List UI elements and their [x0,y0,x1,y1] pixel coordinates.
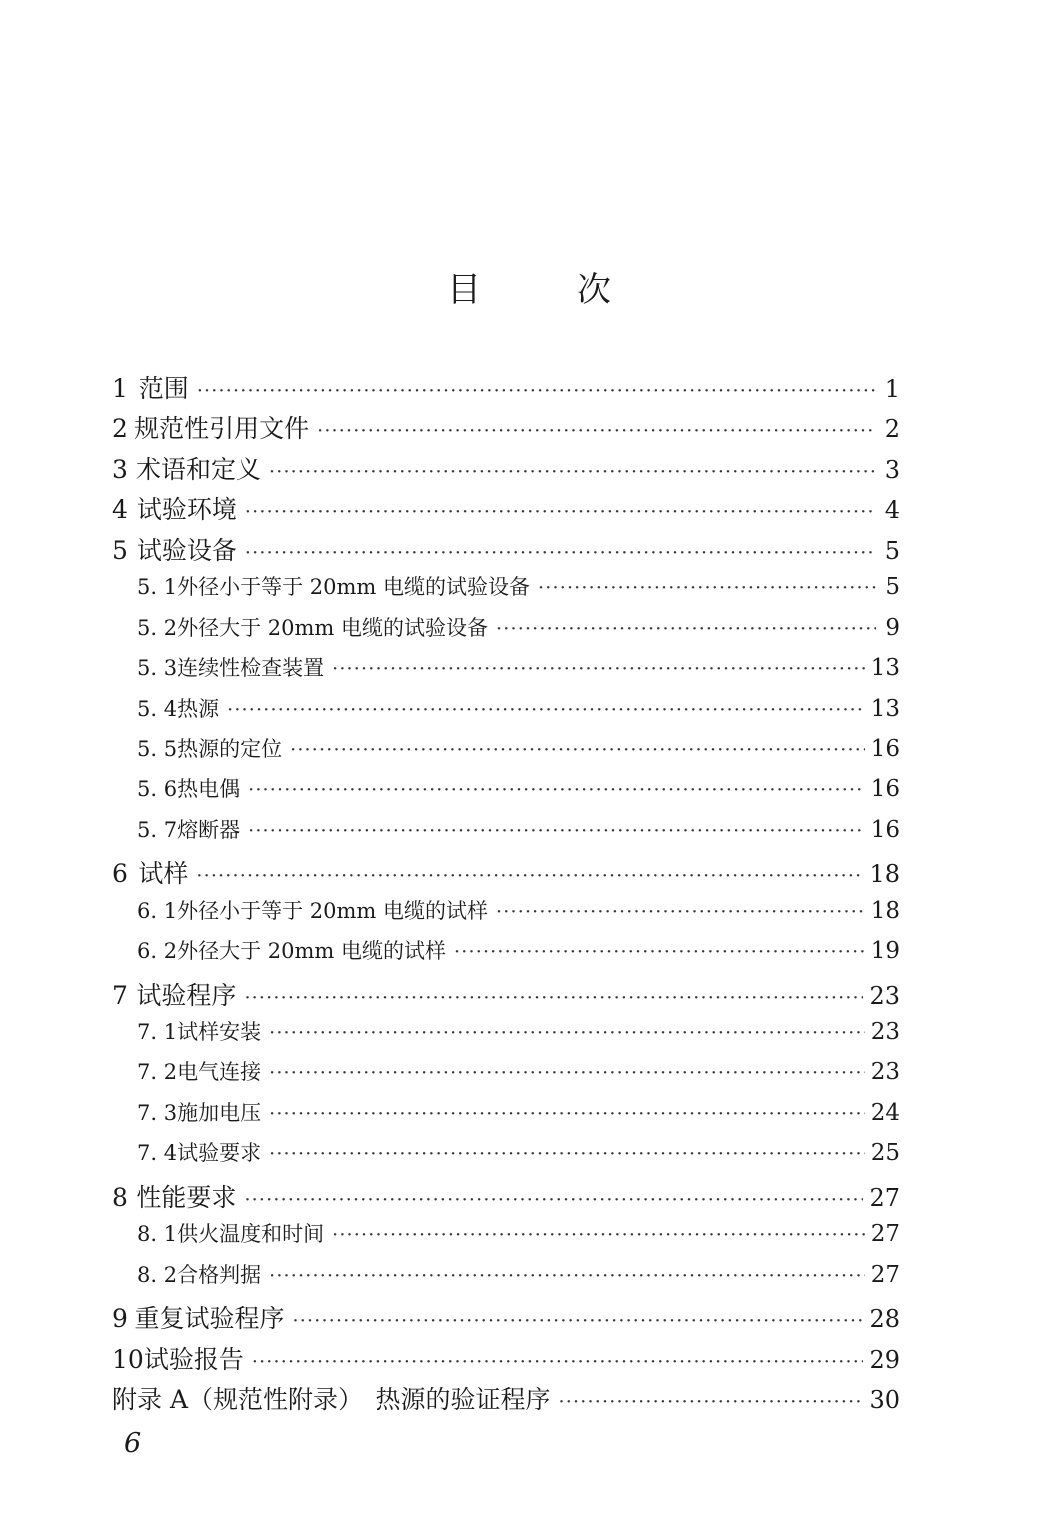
toc-entry[interactable] [112,733,900,773]
toc-entry-page: 5 [885,574,900,601]
toc-entry[interactable] [112,1259,900,1299]
toc-leader-dots [269,1022,865,1044]
toc-leader-dots [269,1062,865,1084]
toc-entry-number: 3 [112,454,128,484]
toc-entry[interactable] [112,369,900,409]
toc-entry[interactable] [112,693,900,733]
page-number: 6 [124,1428,142,1459]
toc-entry[interactable] [112,773,900,813]
toc-entry-number: 9 [112,1304,128,1334]
toc-entry-page: 30 [869,1385,900,1414]
toc-entry-number: 2 [112,414,128,444]
toc-entry-page: 13 [870,655,900,682]
toc-entry-page: 2 [884,415,900,444]
toc-entry-number: 7. 2 [137,1060,178,1085]
toc-entry-number: 1 [112,374,128,403]
toc-entry-page: 28 [869,1305,900,1334]
toc-entry-page: 23 [870,1059,900,1086]
toc-entry-label: 试验程序 [136,980,237,1010]
toc-entry-label: 电气连接 [177,1060,262,1085]
toc-leader-dots [245,542,876,564]
toc-entry-page: 24 [870,1099,900,1126]
toc-entry-number: 5. 3 [137,656,178,681]
toc-entry[interactable] [112,450,900,490]
toc-leader-dots [196,865,863,887]
toc-entry-page: 13 [870,695,900,722]
toc-leader-dots [454,941,865,963]
toc-leader-dots [496,901,865,923]
toc-entry-label: 试验环境 [136,495,237,525]
toc-entry-number: 7 [112,980,128,1010]
toc-entry-page: 18 [869,860,900,889]
toc-entry-number: 8 [112,1182,128,1212]
toc-entry-page: 29 [869,1345,900,1374]
toc-entry[interactable] [112,814,900,854]
toc-entry-label: 外径小于等于 20mm 电缆的试样 [177,898,488,923]
toc-entry[interactable] [112,531,900,571]
toc-leader-dots [317,420,876,442]
toc-leader-dots [244,987,863,1009]
toc-entry-label: 试验报告 [143,1344,244,1374]
toc-leader-dots [248,779,865,801]
toc-entry-number: 附录 A [112,1384,189,1414]
toc-entry[interactable] [112,895,900,935]
toc-entry[interactable] [112,1097,900,1137]
toc-entry-page: 16 [870,776,900,803]
toc-entry[interactable] [112,409,900,449]
toc-entry-label: 试样 [138,859,189,889]
toc-title-char-1: 目 [447,270,481,310]
toc-entry-number: 5. 6 [137,777,178,802]
toc-entry[interactable] [112,652,900,692]
toc-entry-label: 外径小于等于 20mm 电缆的试验设备 [177,575,530,600]
toc-entry-label: 外径大于 20mm 电缆的试样 [177,939,446,964]
toc-entry[interactable] [112,1178,900,1218]
toc-entry[interactable] [112,976,900,1016]
toc-entry-label: 施加电压 [177,1100,262,1125]
toc-entry-page: 27 [870,1261,900,1288]
toc-entry-number: 8. 2 [137,1262,178,1287]
toc-entry-label: 性能要求 [136,1182,237,1212]
toc-entry-page: 1 [884,375,900,403]
toc-entry-label: 合格判据 [177,1262,262,1287]
toc-leader-dots [496,618,876,640]
toc-title [0,262,1058,311]
toc-leader-dots [248,820,865,842]
toc-entry-page: 19 [870,938,900,965]
toc-entry-page: 18 [870,897,900,924]
toc-leader-dots [538,577,876,599]
toc-entry-number: 4 [112,495,128,525]
toc-leader-dots [269,1103,865,1125]
toc-entry-number: 10 [112,1344,144,1374]
toc-leader-dots [269,1143,865,1165]
table-of-contents [112,369,900,1420]
toc-leader-dots [197,380,876,402]
toc-entry[interactable] [112,490,900,530]
toc-entry-page: 4 [884,496,900,525]
toc-entry-label: 熔断器 [177,817,241,842]
toc-entry-page: 23 [869,981,900,1010]
toc-entry-number: 5. 1 [137,575,178,600]
toc-entry-number: 5. 5 [137,736,178,761]
toc-entry[interactable] [112,1218,900,1258]
toc-leader-dots [245,501,876,523]
toc-entry-number: 5. 4 [137,696,178,721]
toc-entry-label: 试验要求 [177,1141,262,1166]
toc-entry-label: 热源 [177,696,220,721]
toc-leader-dots [290,739,865,761]
toc-leader-dots [269,1265,865,1287]
toc-entry[interactable] [112,612,900,652]
toc-entry-page: 25 [870,1140,900,1167]
toc-entry-label: 试样安装 [177,1020,262,1044]
toc-entry-label: 试验设备 [136,535,237,565]
toc-entry[interactable] [112,1056,900,1096]
toc-entry-number: 6. 1 [137,898,178,923]
toc-entry-label: 供火温度和时间 [177,1222,325,1247]
toc-entry-page: 16 [870,735,900,762]
toc-entry-page: 27 [869,1183,900,1212]
toc-entry[interactable] [112,1016,900,1056]
toc-leader-dots [332,1224,865,1246]
toc-entry-label: 范围 [138,374,189,403]
toc-entry[interactable] [112,1299,900,1339]
toc-leader-dots [559,1391,864,1413]
toc-entry-page: 3 [884,455,900,484]
toc-leader-dots [244,1189,863,1211]
toc-entry-number: 8. 1 [137,1222,178,1247]
toc-entry-page: 27 [870,1221,900,1248]
toc-entry-page: 9 [885,614,900,641]
toc-entry[interactable] [112,1340,900,1380]
toc-entry-number: 5. 7 [137,817,178,842]
toc-entry-label: 术语和定义 [135,454,261,484]
toc-entry-label: 热源的定位 [177,736,283,761]
toc-entry[interactable] [112,935,900,975]
toc-entry-page: 16 [870,816,900,843]
toc-entry-label: （规范性附录） 热源的验证程序 [188,1384,551,1414]
toc-entry-number: 7. 1 [137,1020,178,1044]
toc-entry[interactable] [112,571,900,611]
toc-leader-dots [293,1310,864,1332]
toc-entry-number: 6. 2 [137,939,178,964]
toc-entry-number: 6 [112,859,128,889]
toc-entry-number: 5 [112,535,128,565]
toc-entry-number: 5. 2 [137,615,178,640]
toc-entry-page: 23 [870,1019,900,1045]
toc-entry-label: 规范性引用文件 [134,414,310,444]
toc-entry[interactable] [112,1137,900,1177]
toc-entry[interactable] [112,1380,900,1420]
toc-title-char-2: 次 [577,270,611,310]
toc-entry-page: 5 [884,536,900,565]
toc-leader-dots [332,658,865,680]
toc-leader-dots [269,461,876,483]
toc-entry-label: 外径大于 20mm 电缆的试验设备 [177,615,488,640]
toc-entry-number: 7. 3 [137,1100,178,1125]
toc-leader-dots [227,699,865,721]
toc-entry-label: 重复试验程序 [134,1304,285,1334]
toc-entry-number: 7. 4 [137,1141,178,1166]
toc-entry[interactable] [112,854,900,894]
toc-entry-label: 热电偶 [177,777,241,802]
toc-leader-dots [252,1351,864,1373]
toc-entry-label: 连续性检查装置 [177,656,325,681]
